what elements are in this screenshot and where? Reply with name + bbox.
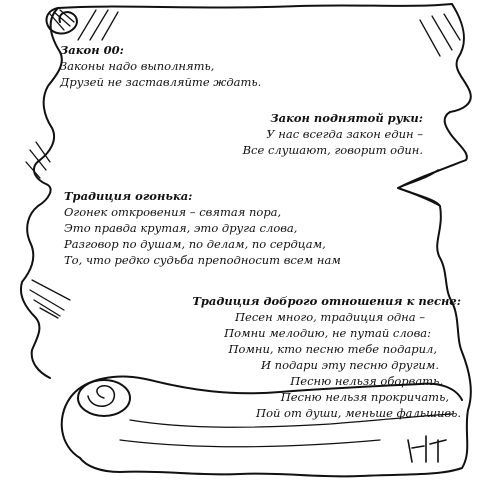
tradition-song-line: Помни, кто песню тебе подарил, xyxy=(228,342,437,356)
tradition-light-line: Огонек откровения – святая пора, xyxy=(64,205,282,219)
tradition-song-line: Помни мелодию, не путай слова: xyxy=(224,326,431,340)
bottom-roll-spiral xyxy=(88,386,114,407)
law-00-block xyxy=(60,42,261,90)
tradition-song-line: Пой от души, меньше фальшивь. xyxy=(256,406,461,420)
hatching-left-mid xyxy=(26,142,50,178)
hatching-left-low xyxy=(30,280,70,318)
tradition-light-title: Традиция огонька: xyxy=(64,189,193,203)
law-00-line: Друзей не заставляйте ждать. xyxy=(60,75,262,89)
tradition-song-line: Песен много, традиция одна – xyxy=(235,310,425,324)
signature-mark xyxy=(408,436,446,462)
tradition-song-block xyxy=(192,293,461,421)
tradition-light-block xyxy=(64,188,341,268)
law-raised-hand-line: У нас всегда закон един – xyxy=(266,127,423,141)
hatching-top xyxy=(78,10,118,40)
law-raised-hand-title: Закон поднятой руки: xyxy=(270,111,423,125)
law-raised-hand-line: Все слушают, говорит один. xyxy=(242,143,423,157)
tradition-song-line: И подари эту песню другим. xyxy=(261,358,439,372)
tradition-light-line: Это правда крутая, это друга слова, xyxy=(64,221,298,235)
tradition-light-line: Разговор по душам, по делам, по сердцам, xyxy=(64,237,326,251)
law-raised-hand-block xyxy=(243,110,423,158)
tradition-light-line: То, что редко судьба преподносит всем нам xyxy=(64,253,341,267)
tradition-song-title: Традиция доброго отношения к песне: xyxy=(192,294,461,308)
tradition-song-line: Песню нельзя оборвать, xyxy=(290,374,443,388)
law-00-line: Законы надо выполнять, xyxy=(60,59,215,73)
tradition-song-line: Песню нельзя прокричать, xyxy=(280,390,449,404)
law-00-title: Закон 00: xyxy=(60,43,124,57)
hatching-right xyxy=(420,14,460,56)
